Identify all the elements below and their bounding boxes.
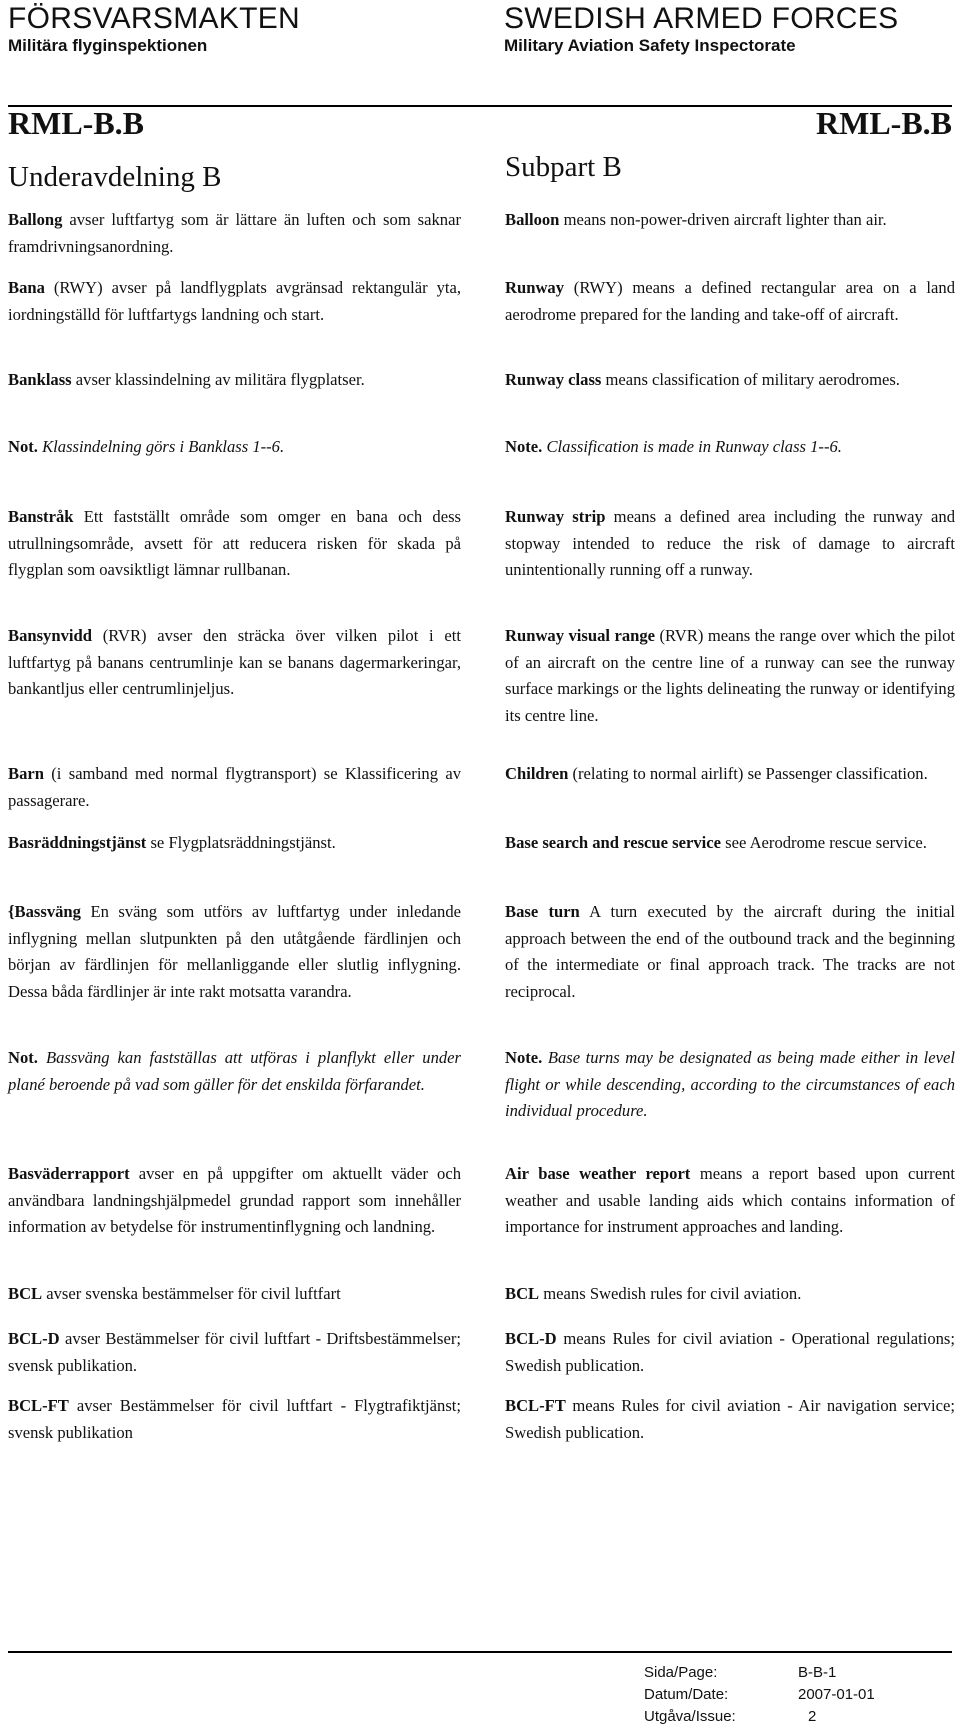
footer-issue-row	[644, 1706, 958, 1728]
definition-text: avser Bestämmelser för civil luftfart - Driftsbestämmelser; svensk publikation.	[8, 1329, 461, 1375]
note-text: Klassindelning görs i Banklass 1--6.	[37, 437, 285, 456]
term: BCL-FT	[8, 1396, 69, 1415]
definition-text: means non-power-driven aircraft lighter than air.	[559, 210, 887, 229]
definition-text: A turn executed by the aircraft during the initial approach between the end of the outbound track and the beginning of the intermediate or final approach track. The tracks are not reciprocal.	[505, 902, 956, 1001]
organization-name-sv: FÖRSVARSMAKTEN	[8, 2, 301, 35]
header-left	[8, 2, 300, 56]
term: BCL-D	[8, 1329, 60, 1348]
term: Barn	[8, 764, 44, 783]
definition-text: see Aerodrome rescue service.	[721, 833, 927, 852]
definition-en-4	[505, 504, 955, 584]
definition-text: avser svenska bestämmelser för civil luftfart	[42, 1284, 341, 1303]
term: Balloon	[505, 210, 560, 229]
term: Basräddningstjänst	[8, 833, 147, 852]
definition-text: avser Bestämmelser för civil luftfart - Flygtrafiktjänst; svensk publikation	[8, 1396, 461, 1442]
term: Basväderrapport	[8, 1164, 130, 1183]
definition-sv-7	[8, 830, 461, 857]
term: Runway class	[505, 370, 602, 389]
document-header	[0, 0, 960, 62]
definition-en-7	[505, 830, 955, 857]
definition-text: Ett fastställt område som omger en bana och dess utrullningsområde, avsett för att reducera risken för skada på flygplan som oavsiktligt lämnar rullbanan.	[8, 507, 461, 579]
page-number: B-B-1	[798, 1664, 837, 1681]
term: Bansynvidd	[8, 626, 92, 645]
header-rule	[8, 105, 952, 107]
definition-text: (RVR) means the range over which the pilot of an aircraft on the centre line of a runway can see the runway surface markings or the lights delineating the runway or identifying its centre line.	[505, 626, 955, 725]
document-code-left: RML-B.B	[8, 105, 144, 141]
definition-text: avser luftfartyg som är lättare än luften och som saknar framdrivningsanordning.	[8, 210, 461, 256]
note-text: Bassväng kan fastställas att utföras i planflykt eller under plané beroende på vad som gäller för det enskilda förfarandet.	[8, 1048, 461, 1094]
definition-en-13	[505, 1393, 955, 1446]
definition-sv-6	[8, 761, 461, 814]
definition-en-10	[505, 1161, 955, 1241]
term: Runway strip	[505, 507, 606, 526]
definition-text: En sväng som utförs av luftfartyg under inledande inflygning mellan slutpunkten på den utåtgående färdlinjen och början av färdlinjen för mellanliggande eller slutlig inflygning. Dessa båda färdlinjer är inte rakt motsatta varandra.	[8, 902, 461, 1001]
swedish-column	[8, 160, 461, 194]
term: Air base weather report	[505, 1164, 691, 1183]
date-value: 2007-01-01	[798, 1686, 875, 1703]
definition-text: means Rules for civil aviation - Operational regulations; Swedish publication.	[505, 1329, 955, 1375]
footer-page-row	[644, 1662, 958, 1684]
page-footer	[644, 1662, 958, 1728]
definition-text: means a defined area including the runway and stopway intended to reduce the risk of damage to aircraft unintentionally running off a runway.	[505, 507, 956, 579]
definition-text: (RWY) means a defined rectangular area on a land aerodrome prepared for the landing and take-off of aircraft.	[505, 278, 955, 324]
definition-text: (RWY) avser på landflygplats avgränsad rektangulär yta, iordningställd för luftfartygs landning och start.	[8, 278, 461, 324]
term: {Bassväng	[8, 902, 81, 921]
page-label: Sida/Page:	[644, 1664, 718, 1681]
definition-sv-13	[8, 1393, 461, 1446]
note-sv-1	[8, 1045, 461, 1098]
date-label: Datum/Date:	[644, 1686, 729, 1703]
definition-sv-4	[8, 504, 461, 584]
definition-text: means a report based upon current weather and usable landing aids which contains information of importance for instrument approaches and landing.	[505, 1164, 955, 1236]
note-text: Base turns may be designated as being made either in level flight or while descending, according to the circumstances of each individual procedure.	[505, 1048, 955, 1120]
definition-en-2	[505, 367, 955, 394]
definition-sv-12	[8, 1326, 461, 1379]
term: Ballong	[8, 210, 63, 229]
term: Base search and rescue service	[505, 833, 721, 852]
definition-text: (RVR) avser den sträcka över vilken pilot i ett luftfartyg på banans centrumlinje kan se banans dagermarkeringar, bankantljus eller centrumlinjeljus.	[8, 626, 461, 698]
term: Runway	[505, 278, 565, 297]
note-label: Not.	[8, 437, 38, 456]
definition-text: means classification of military aerodromes.	[601, 370, 900, 389]
definition-text: (i samband med normal flygtransport) se Klassificering av passagerare.	[8, 764, 461, 810]
document-code-right: RML-B.B	[816, 105, 952, 141]
note-label: Note.	[505, 1048, 543, 1067]
term: BCL	[8, 1284, 43, 1303]
definition-sv-2	[8, 367, 461, 394]
definition-sv-5	[8, 623, 461, 703]
definition-sv-1	[8, 275, 461, 328]
footer-date-row	[644, 1684, 958, 1706]
section-title-en: Subpart B	[505, 151, 622, 183]
footer-rule	[8, 1651, 952, 1653]
definition-text: means Swedish rules for civil aviation.	[539, 1284, 802, 1303]
note-en-0	[505, 434, 955, 461]
definition-en-0	[505, 207, 955, 234]
term: BCL	[505, 1284, 540, 1303]
term: Banstråk	[8, 507, 74, 526]
department-name-sv: Militära flyginspektionen	[8, 36, 208, 55]
definition-text: means Rules for civil aviation - Air navigation service; Swedish publication.	[505, 1396, 955, 1442]
department-name-en: Military Aviation Safety Inspectorate	[504, 36, 796, 55]
term: Children	[505, 764, 569, 783]
definition-text: se Flygplatsräddningstjänst.	[146, 833, 336, 852]
term: Runway visual range	[505, 626, 656, 645]
definition-en-12	[505, 1326, 955, 1379]
term: BCL-D	[505, 1329, 557, 1348]
definition-sv-10	[8, 1161, 461, 1241]
term: BCL-FT	[505, 1396, 566, 1415]
definition-en-8	[505, 899, 955, 1005]
definition-en-11	[505, 1281, 955, 1308]
definition-text: avser en på uppgifter om aktuellt väder och användbara landningshjälpmedel grundad rapport som innehåller information av betydelse för instrumentinflygning och landning.	[8, 1164, 461, 1236]
definition-sv-8	[8, 899, 461, 1005]
organization-name-en: SWEDISH ARMED FORCES	[504, 2, 899, 35]
term: Banklass	[8, 370, 72, 389]
issue-number: 2	[808, 1708, 817, 1725]
term: Bana	[8, 278, 45, 297]
definition-en-5	[505, 623, 955, 729]
issue-label: Utgåva/Issue:	[644, 1708, 736, 1725]
english-column	[505, 150, 955, 184]
note-label: Note.	[505, 437, 543, 456]
definition-text: avser klassindelning av militära flygplatser.	[71, 370, 365, 389]
note-text: Classification is made in Runway class 1--6.	[542, 437, 842, 456]
note-label: Not.	[8, 1048, 38, 1067]
term: Base turn	[505, 902, 580, 921]
note-en-1	[505, 1045, 955, 1125]
section-title-sv: Underavdelning B	[8, 161, 222, 193]
note-sv-0	[8, 434, 461, 461]
definition-text: (relating to normal airlift) se Passenger classification.	[568, 764, 928, 783]
definition-sv-0	[8, 207, 461, 260]
definition-en-1	[505, 275, 955, 328]
definition-sv-11	[8, 1281, 461, 1308]
header-right	[504, 2, 898, 56]
definition-en-6	[505, 761, 955, 788]
